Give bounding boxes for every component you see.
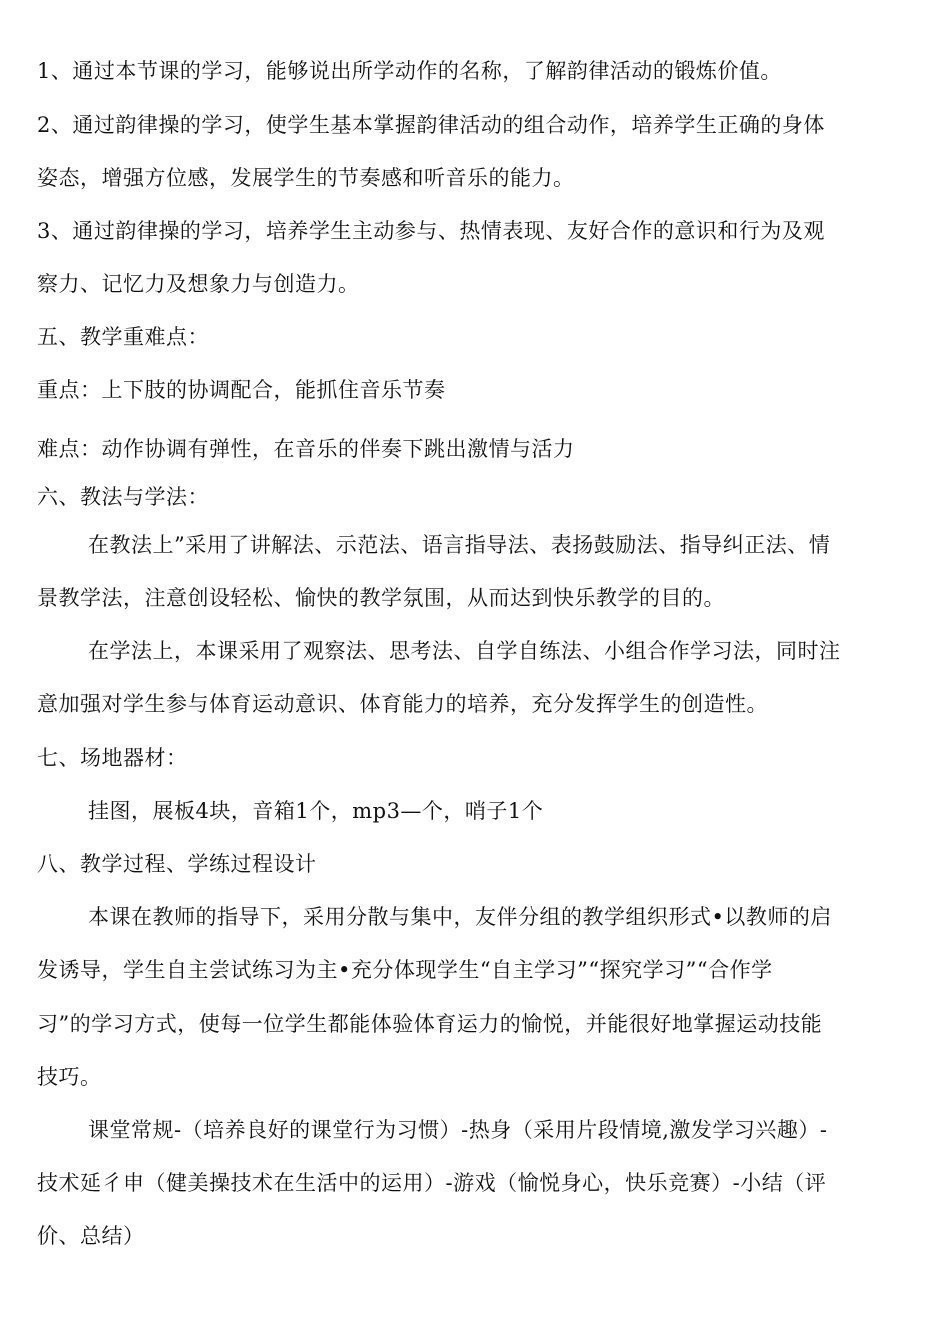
section-heading-7: 七、场地器材： xyxy=(37,746,188,770)
process-para-line-3: 习”的学习方式，使每一位学生都能体验体育运力的愉悦，并能很好地掌握运动技能 xyxy=(37,1012,823,1036)
process-para-line-4: 技巧。 xyxy=(37,1065,102,1089)
objective-3-line-2: 察力、记忆力及想象力与创造力。 xyxy=(37,272,360,296)
difficult-point: 难点：动作协调有弹性，在音乐的伴奏下跳出激情与活力 xyxy=(37,437,575,461)
equipment-list: 挂图，展板4块，音箱1个，mp3—个，哨子1个 xyxy=(88,799,544,823)
flow-line-1: 课堂常规-（培养良好的课堂行为习惯）-热身（采用片段情境,激发学习兴趣）- xyxy=(88,1118,828,1142)
teaching-method-line-2: 景教学法，注意创设轻松、愉快的教学氛围，从而达到快乐教学的目的。 xyxy=(37,586,725,610)
objective-2-line-2: 姿态，增强方位感，发展学生的节奏感和听音乐的能力。 xyxy=(37,166,575,190)
objective-2-line-1: 2、通过韵律操的学习，使学生基本掌握韵律活动的组合动作，培养学生正确的身体 xyxy=(37,113,825,137)
learning-method-line-1: 在学法上，本课采用了观察法、思考法、自学自练法、小组合作学习法，同时注 xyxy=(88,639,841,663)
process-para-line-1: 本课在教师的指导下，采用分散与集中，友伴分组的教学组织形式•以教师的启 xyxy=(88,905,832,929)
key-point: 重点：上下肢的协调配合，能抓住音乐节奏 xyxy=(37,378,446,402)
objective-1: 1、通过本节课的学习，能够说出所学动作的名称，了解韵律活动的锻炼价值。 xyxy=(37,59,782,83)
objective-3-line-1: 3、通过韵律操的学习，培养学生主动参与、热情表现、友好合作的意识和行为及观 xyxy=(37,219,825,243)
flow-line-2: 技术延彳申（健美操技术在生活中的运用）-游戏（愉悦身心，快乐竞赛）-小结（评 xyxy=(37,1171,827,1195)
section-heading-8: 八、教学过程、学练过程设计 xyxy=(37,852,317,876)
learning-method-line-2: 意加强对学生参与体育运动意识、体育能力的培养，充分发挥学生的创造性。 xyxy=(37,692,768,716)
flow-line-3: 价、总结） xyxy=(37,1224,145,1248)
teaching-method-line-1: 在教法上”采用了讲解法、示范法、语言指导法、表扬鼓励法、指导纠正法、情 xyxy=(88,533,831,557)
section-heading-6: 六、教法与学法： xyxy=(37,485,209,509)
process-para-line-2: 发诱导，学生自主尝试练习为主•充分体现学生“自主学习”“探究学习”“合作学 xyxy=(37,958,773,982)
section-heading-5: 五、教学重难点： xyxy=(37,325,209,349)
